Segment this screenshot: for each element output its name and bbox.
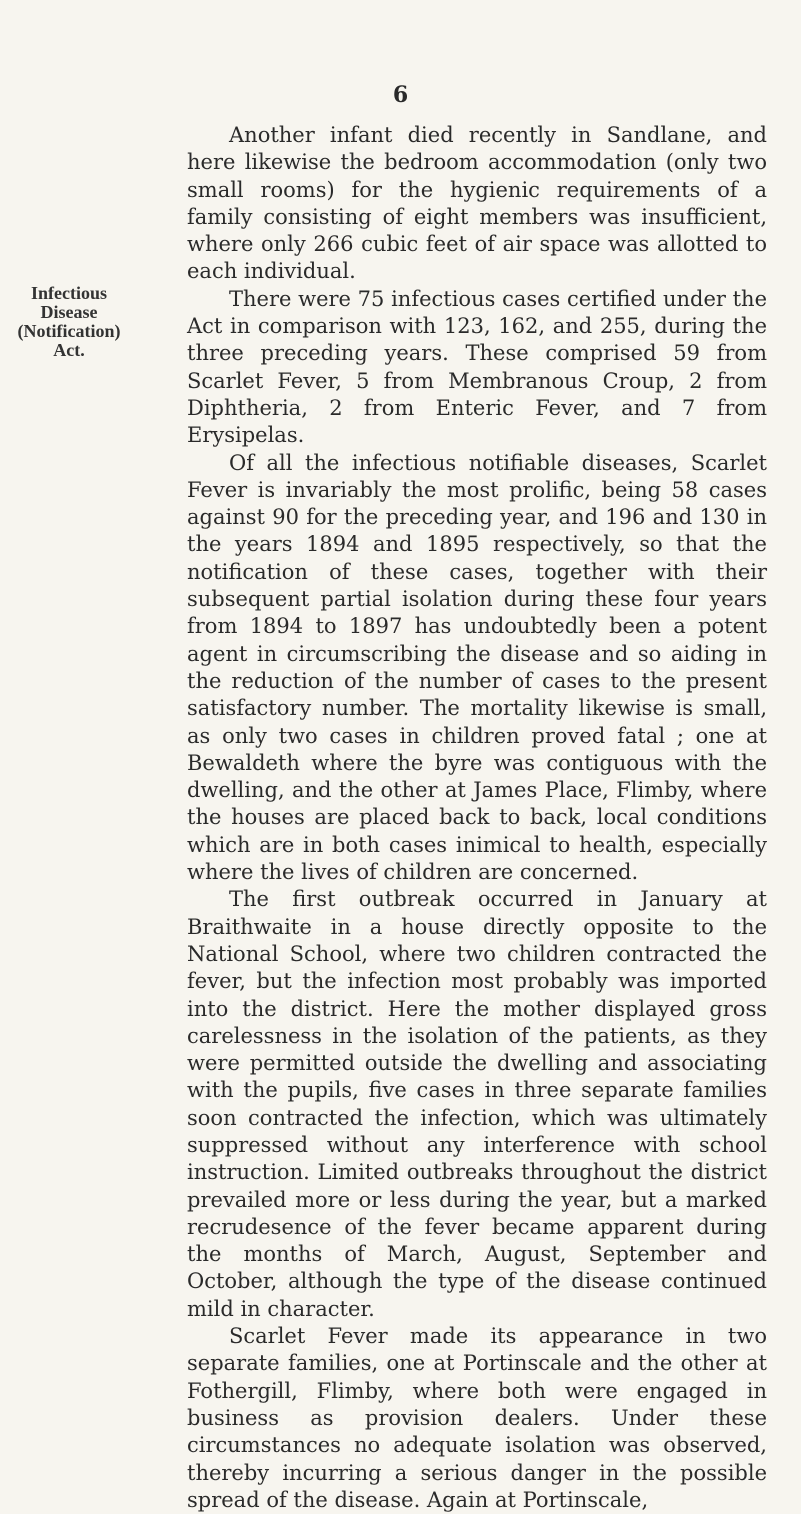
- page-number: 6: [392, 82, 409, 108]
- margin-note-line: Infectious: [31, 283, 107, 303]
- paragraph-scarlet-fever-prevalence: Of all the infectious notifiable diseases, Scarlet Fever is invariably the most prolific, being 58 cases against 90 for the preceding year, and 196 and 130 in the years 1894 and 1895 respectively, so that the notification of these cases, together with their subsequent partial isolation during these four years from 1894 to 1897 has undoubtedly been a potent agent in circumscribing the disease and so aiding in the reduction of the number of cases to the present satisfactory number. The mortality likewise is small, as only two cases in children proved fatal ; one at Bewaldeth where the byre was contiguous with the dwelling, and the other at James Place, Flimby, where the houses are placed back to back, local conditions which are in both cases inimical to health, especially where the lives of children are concerned.: [187, 450, 767, 885]
- body-text: [187, 122, 767, 1514]
- margin-note-line: Disease: [40, 302, 98, 322]
- margin-note-line: (Notification): [17, 321, 121, 341]
- paragraph-infant-death: Another infant died recently in Sandlane, and here likewise the bedroom accommodation (only two small rooms) for the hygienic requirements of a family consisting of eight members was insufficient, where only 266 cubic feet of air space was allotted to each individual.: [187, 123, 767, 284]
- paragraph-first-outbreak: The first outbreak occurred in January at Braithwaite in a house directly opposite to the National School, where two children contracted the fever, but the infection most probably was imported into the district. Here the mother displayed gross carelessness in the isolation of the patients, as they were permitted outside the dwelling and associating with the pupils, five cases in three separate families soon contracted the infection, which was ultimately suppressed without any interference with school instruction. Limited outbreaks throughout the district prevailed more or less during the year, but a marked recrudesence of the fever became apparent during the months of March, August, September and October, although the type of the disease continued mild in character.: [187, 887, 767, 1321]
- margin-note: [10, 284, 128, 360]
- paragraph-portinscale-fothergill: Scarlet Fever made its appearance in two separate families, one at Portinscale and the other at Fothergill, Flimby, where both were engaged in business as provision dealers. Under these circumstances no adequate isolation was observed, thereby incurring a serious danger in the possible spread of the disease. Again at Portinscale,: [187, 1324, 767, 1512]
- paragraph-infectious-cases: There were 75 infectious cases certified under the Act in comparison with 123, 162, and 255, during the three preceding years. These comprised 59 from Scarlet Fever, 5 from Membranous Croup, 2 from Diphtheria, 2 from Enteric Fever, and 7 from Erysipelas.: [187, 286, 767, 448]
- margin-note-line: Act.: [53, 340, 85, 360]
